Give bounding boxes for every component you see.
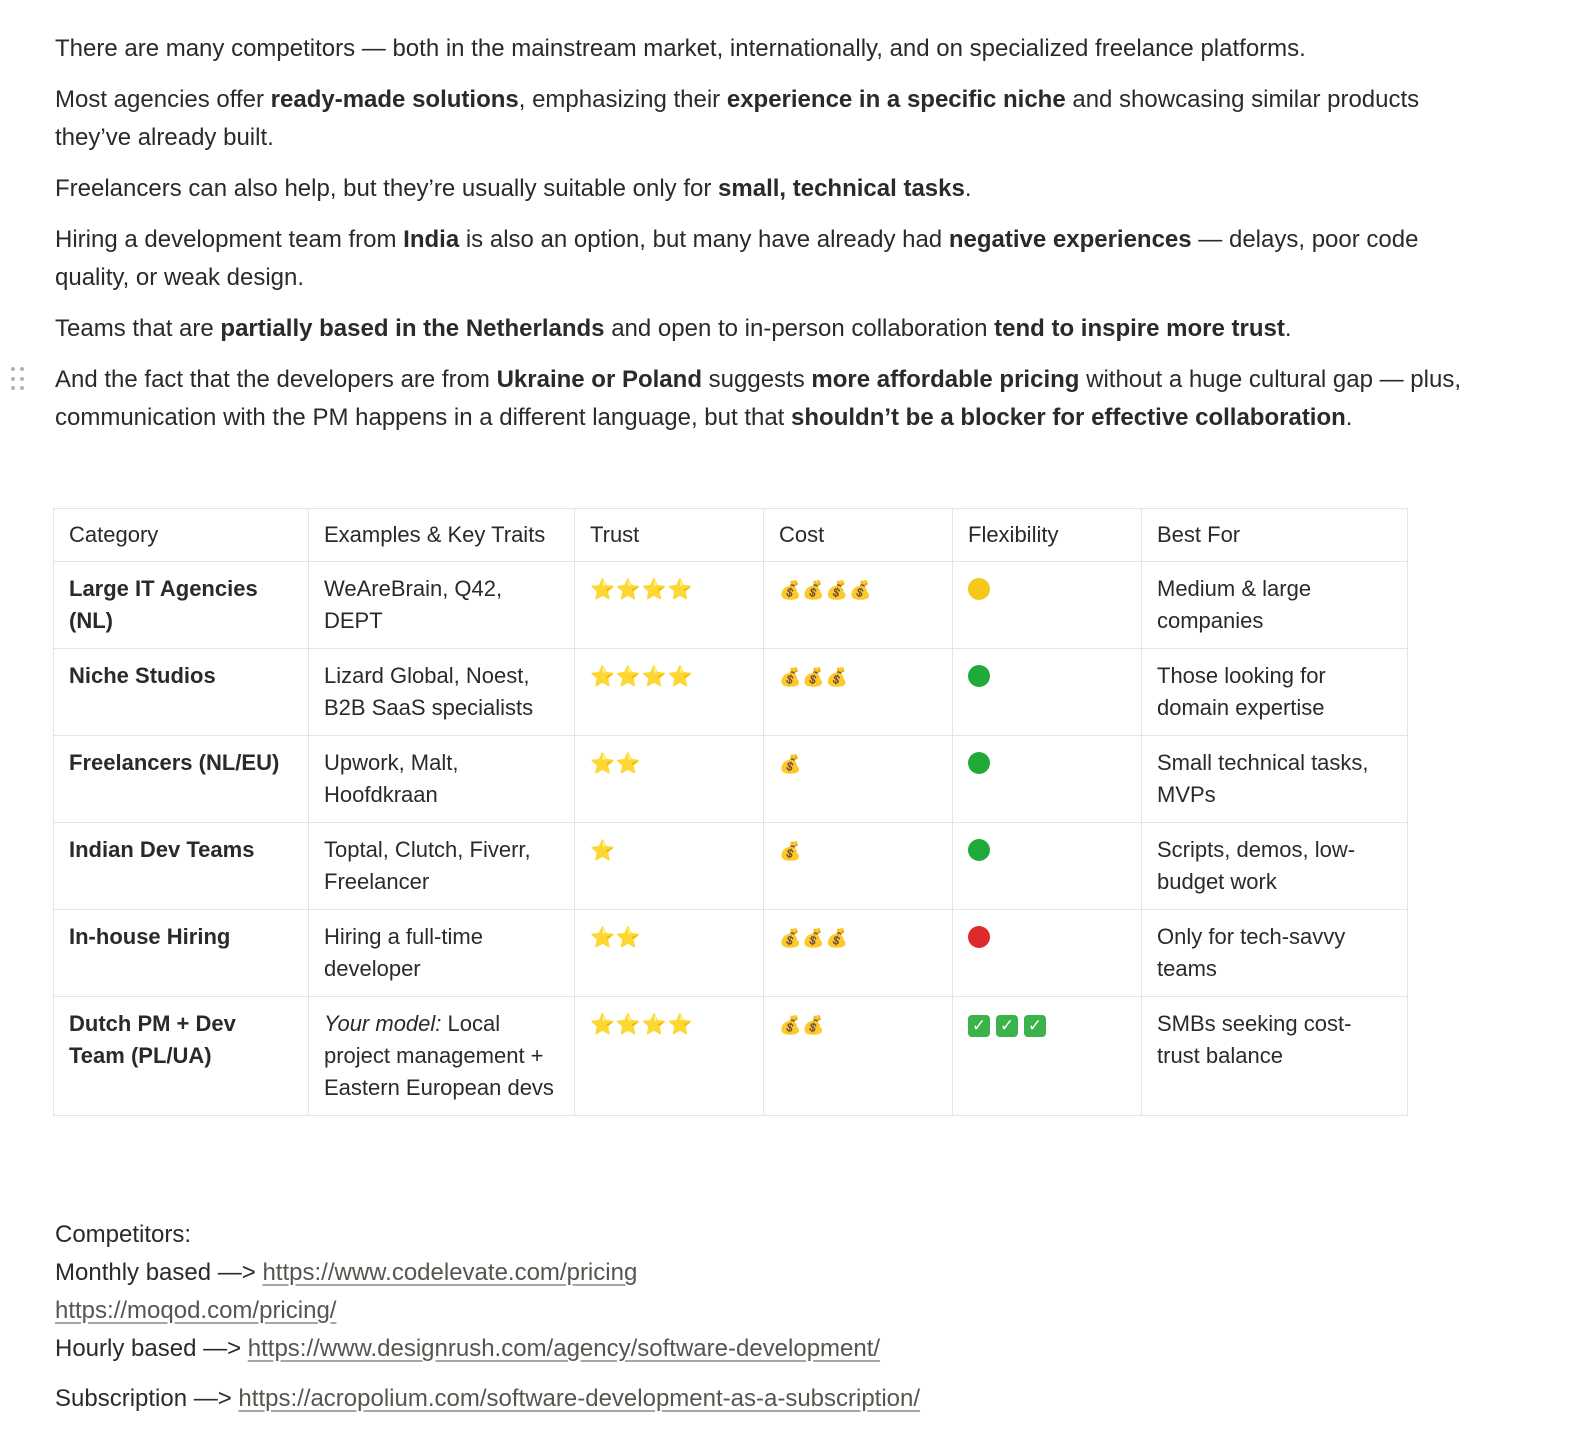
paragraph-freelancers (55, 170, 1485, 208)
star-rating-icon: ⭐⭐⭐⭐ (590, 1012, 694, 1036)
red-circle-icon (968, 926, 990, 948)
column-header[interactable]: Best For (1142, 509, 1408, 562)
star-rating-icon: ⭐ (590, 838, 616, 862)
text: and open to in-person collaboration (604, 315, 995, 342)
best-for-cell[interactable]: SMBs seeking cost-trust balance (1142, 997, 1408, 1116)
examples-text: Local project management + Eastern European devs (324, 1011, 554, 1100)
table-row (54, 823, 1408, 910)
text: And the fact that the developers are from (55, 366, 497, 393)
bold-text: ready-made solutions (270, 86, 519, 113)
text: Most agencies offer (55, 86, 271, 113)
green-circle-icon (968, 665, 990, 687)
money-bag-icon: 💰💰 (779, 1015, 826, 1036)
category-cell[interactable]: In-house Hiring (54, 910, 309, 997)
check-mark-icon: ✓ (1024, 1015, 1046, 1037)
cost-cell[interactable] (764, 562, 953, 649)
star-rating-icon: ⭐⭐ (590, 925, 642, 949)
text: and showcasing similar products they’ve already built. (55, 86, 1420, 151)
table-header-row (54, 509, 1408, 562)
examples-cell[interactable]: Upwork, Malt, Hoofdkraan (309, 736, 575, 823)
best-for-cell[interactable]: Those looking for domain expertise (1142, 649, 1408, 736)
paragraph-india (55, 221, 1485, 297)
emphasis-text: Your model: (324, 1011, 442, 1036)
text: . (964, 175, 972, 202)
trust-cell[interactable] (575, 562, 764, 649)
flexibility-cell[interactable] (953, 562, 1142, 649)
best-for-cell[interactable]: Small technical tasks, MVPs (1142, 736, 1408, 823)
designrush-link[interactable]: https://www.designrush.com/agency/software-development/ (247, 1335, 881, 1362)
bold-text: shouldn’t be a blocker for effective collaboration (791, 404, 1346, 431)
text: is also an option, but many have already had (459, 226, 949, 253)
bold-text: partially based in the Netherlands (220, 315, 605, 342)
competitors-section (55, 1216, 920, 1418)
text: — delays, poor code quality, or weak design. (55, 226, 1419, 291)
examples-cell[interactable]: Toptal, Clutch, Fiverr, Freelancer (309, 823, 575, 910)
codelevate-link[interactable]: https://www.codelevate.com/pricing (262, 1259, 638, 1286)
category-cell[interactable]: Niche Studios (54, 649, 309, 736)
column-header[interactable]: Examples & Key Traits (309, 509, 575, 562)
cost-cell[interactable] (764, 910, 953, 997)
paragraph-competitors-intro (55, 30, 1485, 68)
cost-cell[interactable] (764, 997, 953, 1116)
table-row (54, 562, 1408, 649)
money-bag-icon: 💰 (779, 754, 803, 775)
check-mark-icons (968, 1011, 1052, 1036)
bold-text: negative experiences (948, 226, 1192, 253)
hourly-line (55, 1330, 920, 1368)
text: without a huge cultural gap — plus, communication with the PM happens in a different language, but that (55, 366, 1461, 431)
paragraph-text: There are many competitors — both in the mainstream market, internationally, and on specialized freelance platforms. (55, 35, 1306, 62)
category-cell[interactable]: Indian Dev Teams (54, 823, 309, 910)
table-row (54, 910, 1408, 997)
trust-cell[interactable] (575, 736, 764, 823)
paragraph-netherlands (55, 310, 1485, 348)
bold-text: Ukraine or Poland (496, 366, 702, 393)
cost-cell[interactable] (764, 736, 953, 823)
category-cell[interactable]: Dutch PM + Dev Team (PL/UA) (54, 997, 309, 1116)
paragraph-agencies (55, 81, 1485, 157)
money-bag-icon: 💰💰💰💰 (779, 580, 873, 601)
star-rating-icon: ⭐⭐ (590, 751, 642, 775)
flexibility-cell[interactable] (953, 649, 1142, 736)
money-bag-icon: 💰💰💰 (779, 928, 850, 949)
text: Freelancers can also help, but they’re usually suitable only for (55, 175, 719, 202)
green-circle-icon (968, 752, 990, 774)
table-row (54, 736, 1408, 823)
subscription-line (55, 1380, 920, 1418)
category-cell[interactable]: Large IT Agencies (NL) (54, 562, 309, 649)
text: Hiring a development team from (55, 226, 404, 253)
moqod-line (55, 1292, 920, 1330)
subscription-label: Subscription —> (55, 1385, 239, 1412)
text: suggests (701, 366, 812, 393)
flexibility-cell[interactable] (953, 736, 1142, 823)
bold-text: more affordable pricing (811, 366, 1080, 393)
money-bag-icon: 💰💰💰 (779, 667, 850, 688)
flexibility-cell[interactable] (953, 823, 1142, 910)
star-rating-icon: ⭐⭐⭐⭐ (590, 664, 694, 688)
best-for-cell[interactable]: Medium & large companies (1142, 562, 1408, 649)
text: Teams that are (55, 315, 221, 342)
examples-cell[interactable] (309, 997, 575, 1116)
document-body (55, 30, 1485, 1412)
best-for-cell[interactable]: Scripts, demos, low-budget work (1142, 823, 1408, 910)
monthly-label: Monthly based —> (55, 1259, 263, 1286)
paragraph-ukraine-poland (55, 361, 1485, 437)
text: , emphasizing their (518, 86, 727, 113)
trust-cell[interactable] (575, 997, 764, 1116)
trust-cell[interactable] (575, 823, 764, 910)
comparison-table (53, 508, 1408, 1116)
check-mark-icon: ✓ (968, 1015, 990, 1037)
cost-cell[interactable] (764, 649, 953, 736)
bold-text: small, technical tasks (718, 175, 965, 202)
column-header[interactable]: Cost (764, 509, 953, 562)
category-cell[interactable]: Freelancers (NL/EU) (54, 736, 309, 823)
bold-text: tend to inspire more trust (994, 315, 1285, 342)
green-circle-icon (968, 839, 990, 861)
check-mark-icon: ✓ (996, 1015, 1018, 1037)
trust-cell[interactable] (575, 910, 764, 997)
spacer (55, 1368, 920, 1380)
text: . (1284, 315, 1292, 342)
column-header[interactable]: Trust (575, 509, 764, 562)
examples-cell[interactable]: Hiring a full-time developer (309, 910, 575, 997)
money-bag-icon: 💰 (779, 841, 803, 862)
cost-cell[interactable] (764, 823, 953, 910)
bold-text: India (403, 226, 460, 253)
yellow-circle-icon (968, 578, 990, 600)
column-header[interactable]: Category (54, 509, 309, 562)
moqod-link[interactable]: https://moqod.com/pricing/ (55, 1297, 337, 1324)
text: . (1345, 404, 1353, 431)
hourly-label: Hourly based —> (55, 1335, 248, 1362)
bold-text: experience in a specific niche (726, 86, 1066, 113)
trust-cell[interactable] (575, 649, 764, 736)
examples-cell[interactable]: Lizard Global, Noest, B2B SaaS specialists (309, 649, 575, 736)
table-row (54, 649, 1408, 736)
column-header[interactable]: Flexibility (953, 509, 1142, 562)
best-for-cell[interactable]: Only for tech-savvy teams (1142, 910, 1408, 997)
table-row (54, 997, 1408, 1116)
acropolium-link[interactable]: https://acropolium.com/software-development-as-a-subscription/ (238, 1385, 921, 1412)
monthly-line (55, 1254, 920, 1292)
competitors-heading: Competitors: (55, 1221, 192, 1248)
star-rating-icon: ⭐⭐⭐⭐ (590, 577, 694, 601)
drag-handle-icon[interactable] (11, 367, 25, 391)
flexibility-cell[interactable] (953, 997, 1142, 1116)
flexibility-cell[interactable] (953, 910, 1142, 997)
examples-cell[interactable]: WeAreBrain, Q42, DEPT (309, 562, 575, 649)
